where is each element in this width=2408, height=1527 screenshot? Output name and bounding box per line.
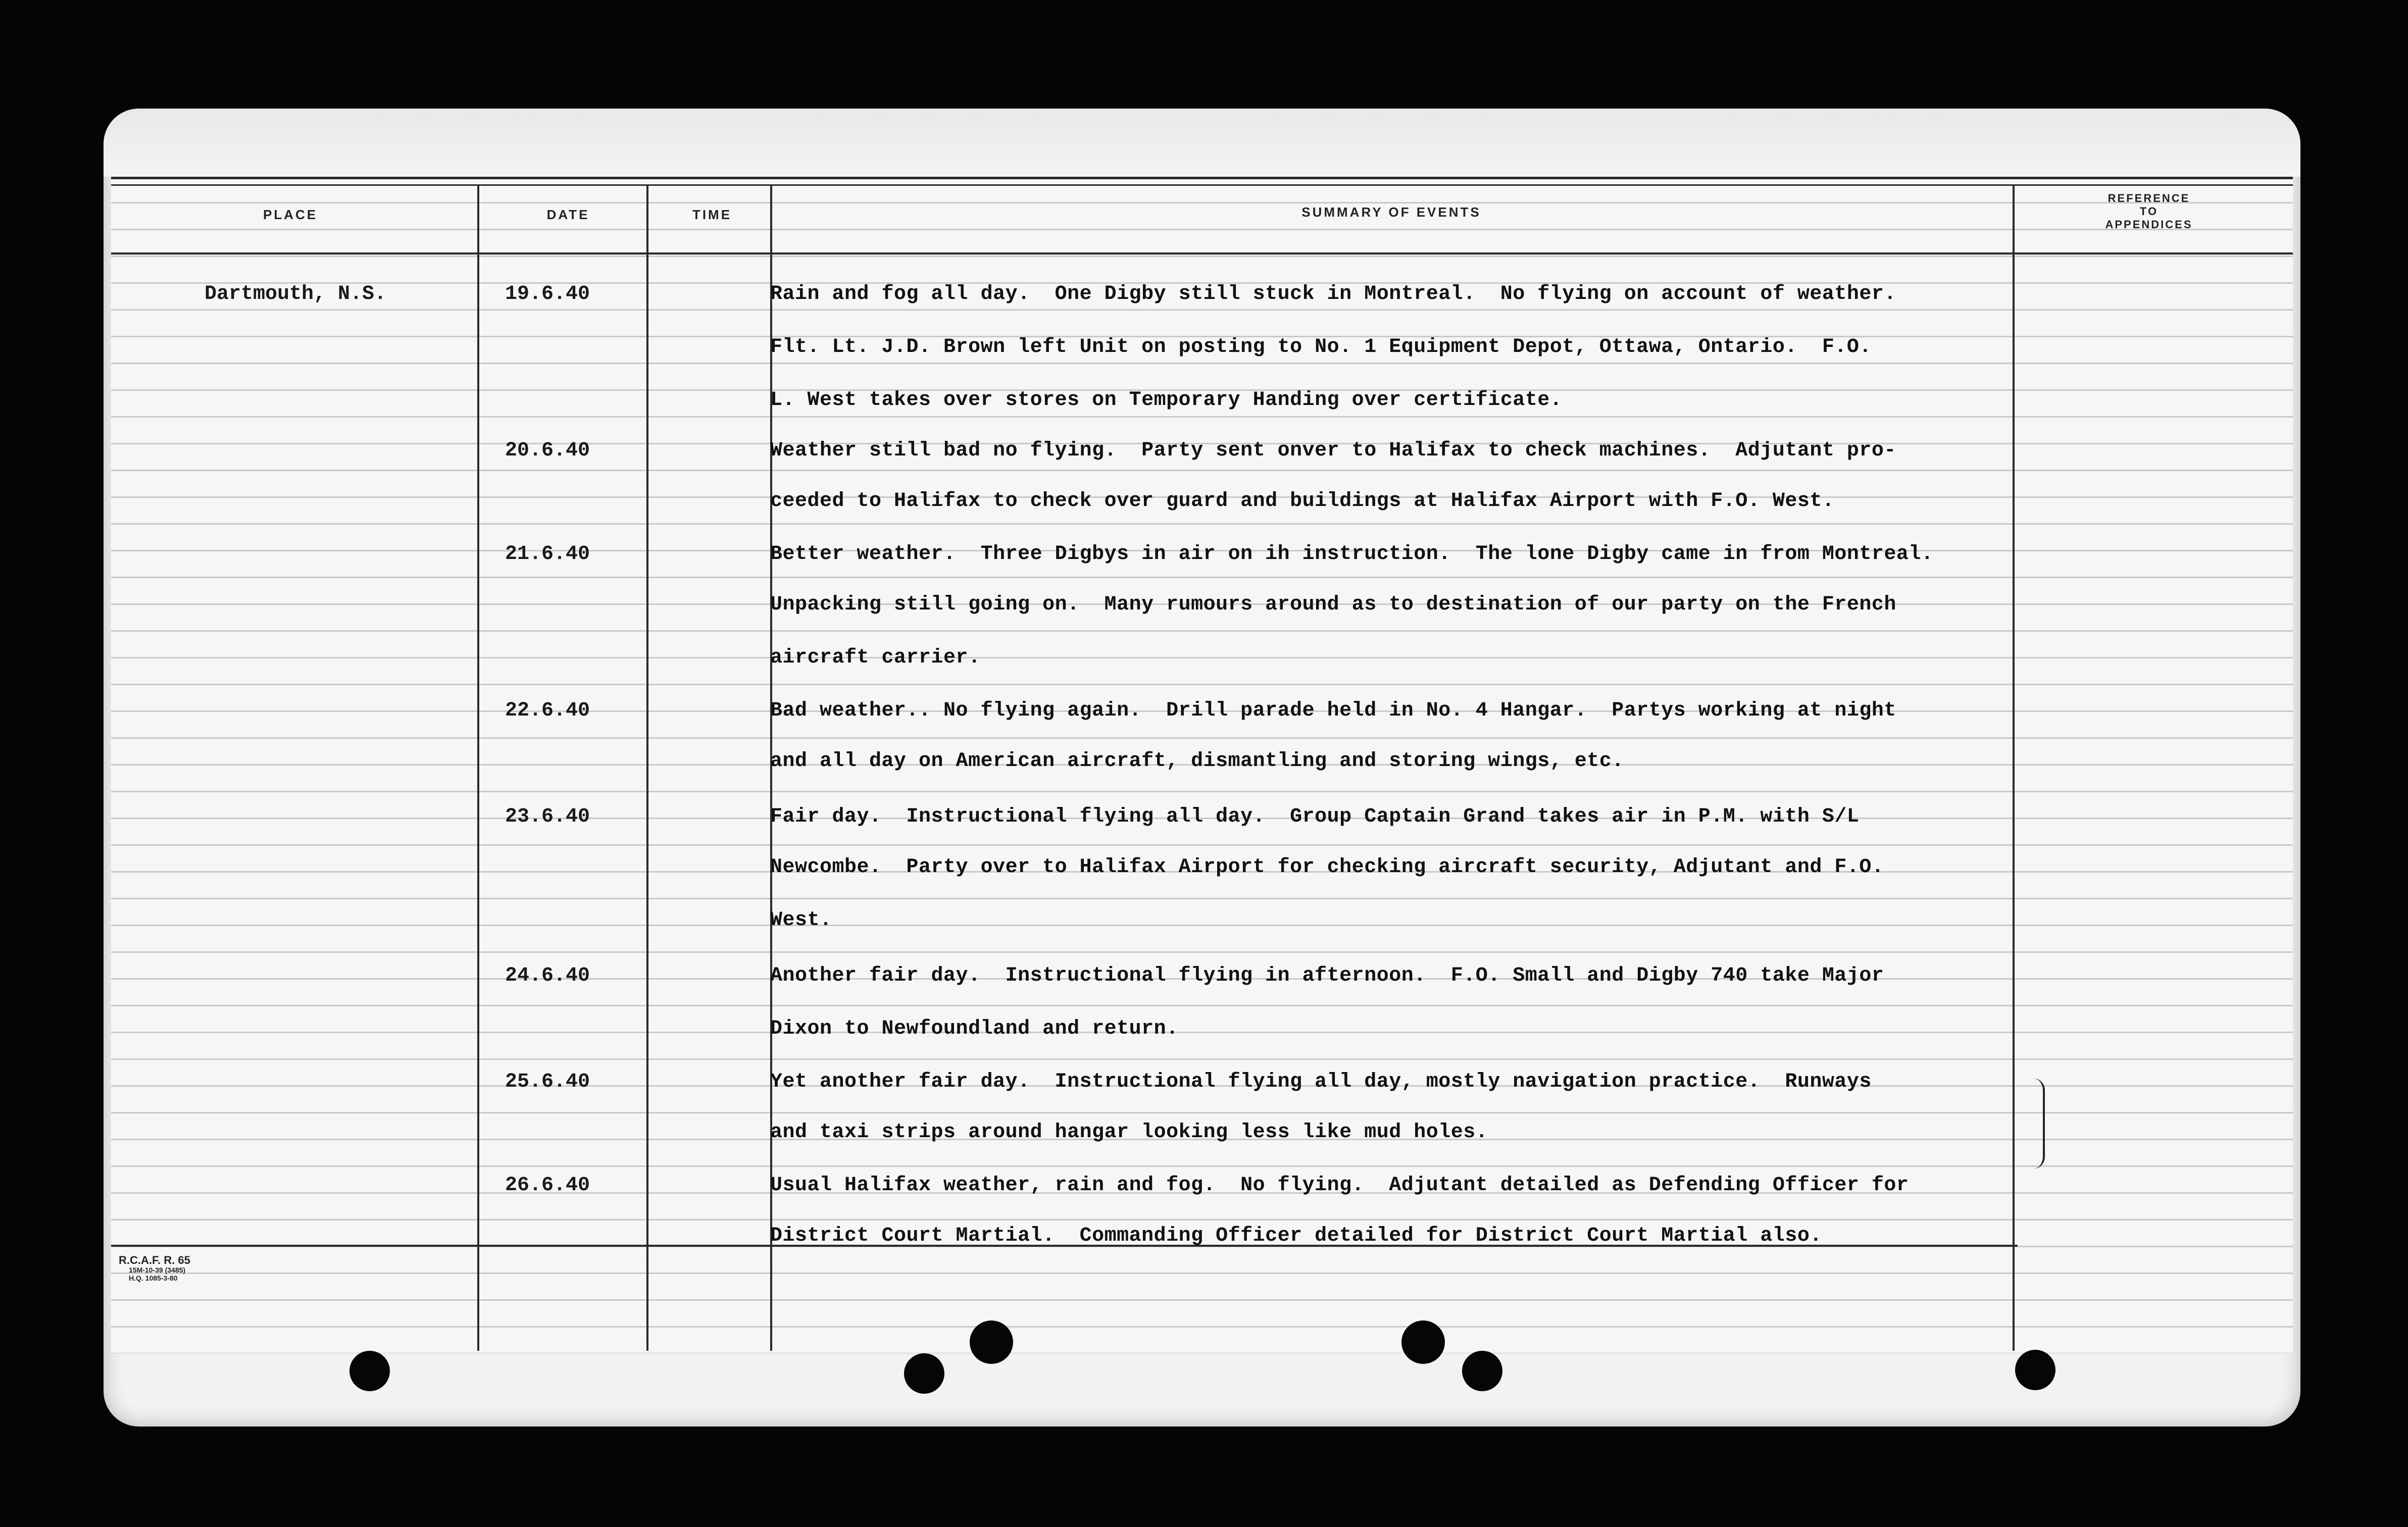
form-stamp-line1: R.C.A.F. R. 65: [119, 1254, 190, 1266]
form-number-stamp: [119, 1255, 190, 1282]
summary-line: Yet another fair day. Instructional flying all day, mostly navigation practice. Runways: [770, 1071, 1872, 1093]
summary-line: aircraft carrier.: [770, 646, 981, 669]
header-date: DATE: [546, 207, 590, 222]
punch-hole: [2015, 1350, 2055, 1390]
summary-line: ceeded to Halifax to check over guard and buildings at Halifax Airport with F.O. West.: [770, 490, 1835, 513]
punch-hole: [349, 1351, 390, 1391]
margin-bracket-mark: [2033, 1078, 2045, 1169]
summary-line: Flt. Lt. J.D. Brown left Unit on posting to No. 1 Equipment Depot, Ottawa, Ontario. F.O.: [770, 336, 1872, 359]
punch-hole: [1462, 1351, 1502, 1391]
place-entry: Dartmouth, N.S.: [205, 283, 387, 306]
date-entry: 21.6.40: [505, 543, 590, 566]
summary-line: Usual Halifax weather, rain and fog. No flying. Adjutant detailed as Defending Officer for: [770, 1174, 1909, 1197]
summary-line: West.: [770, 909, 832, 932]
date-entry: 23.6.40: [505, 805, 590, 828]
summary-line: Fair day. Instructional flying all day. Group Captain Grand takes air in P.M. with S/L: [770, 805, 1860, 828]
summary-line: District Court Martial. Commanding Officer detailed for District Court Martial also.: [770, 1225, 1822, 1247]
date-entry: 20.6.40: [505, 439, 590, 462]
date-entry: 19.6.40: [505, 283, 590, 306]
header-bottom-rule: [111, 252, 2293, 254]
date-entry: 26.6.40: [505, 1174, 590, 1197]
summary-line: Better weather. Three Digbys in air on ih instruction. The lone Digby came in from Montreal.: [770, 543, 1934, 566]
header-reference-line1: REFERENCE: [2108, 192, 2190, 205]
header-place: PLACE: [263, 207, 318, 222]
summary-line: and taxi strips around hangar looking less like mud holes.: [770, 1121, 1488, 1144]
form-stamp-line2: 15M-10-39 (3485): [129, 1266, 186, 1274]
header-time: TIME: [692, 207, 732, 222]
punch-hole: [904, 1353, 944, 1394]
summary-line: L. West takes over stores on Temporary Handing over certificate.: [770, 389, 1563, 412]
punch-hole: [1401, 1320, 1445, 1364]
summary-line: Weather still bad no flying. Party sent onver to Halifax to check machines. Adjutant pro-: [770, 439, 1896, 462]
summary-line: Unpacking still going on. Many rumours around as to destination of our party on the French: [770, 593, 1896, 616]
header-reference-line2: TO: [2139, 205, 2159, 218]
date-entry: 24.6.40: [505, 964, 590, 987]
summary-line: and all day on American aircraft, dismantling and storing wings, etc.: [770, 750, 1624, 773]
form-stamp-line3: H.Q. 1085-3-80: [129, 1274, 178, 1282]
card-top-margin: [104, 109, 2300, 177]
header-summary: SUMMARY OF EVENTS: [1301, 205, 1481, 220]
summary-line: Dixon to Newfoundland and return.: [770, 1017, 1179, 1040]
col-divider-place: [477, 184, 479, 1351]
summary-line: Bad weather.. No flying again. Drill parade held in No. 4 Hangar. Partys working at night: [770, 699, 1896, 722]
header-reference-line3: APPENDICES: [2105, 218, 2193, 231]
header-reference: [2073, 192, 2225, 231]
header-top-rule: [111, 177, 2293, 179]
header-top-rule-2: [111, 184, 2293, 186]
col-divider-summary: [2013, 184, 2015, 1351]
summary-line: Newcombe. Party over to Halifax Airport for checking aircraft security, Adjutant and F.O.: [770, 856, 1884, 879]
diary-card: [104, 109, 2300, 1427]
punch-hole: [970, 1320, 1013, 1364]
date-entry: 25.6.40: [505, 1071, 590, 1093]
summary-line: Rain and fog all day. One Digby still stuck in Montreal. No flying on account of weather.: [770, 283, 1896, 306]
date-entry: 22.6.40: [505, 699, 590, 722]
summary-line: Another fair day. Instructional flying in afternoon. F.O. Small and Digby 740 take Major: [770, 964, 1884, 987]
